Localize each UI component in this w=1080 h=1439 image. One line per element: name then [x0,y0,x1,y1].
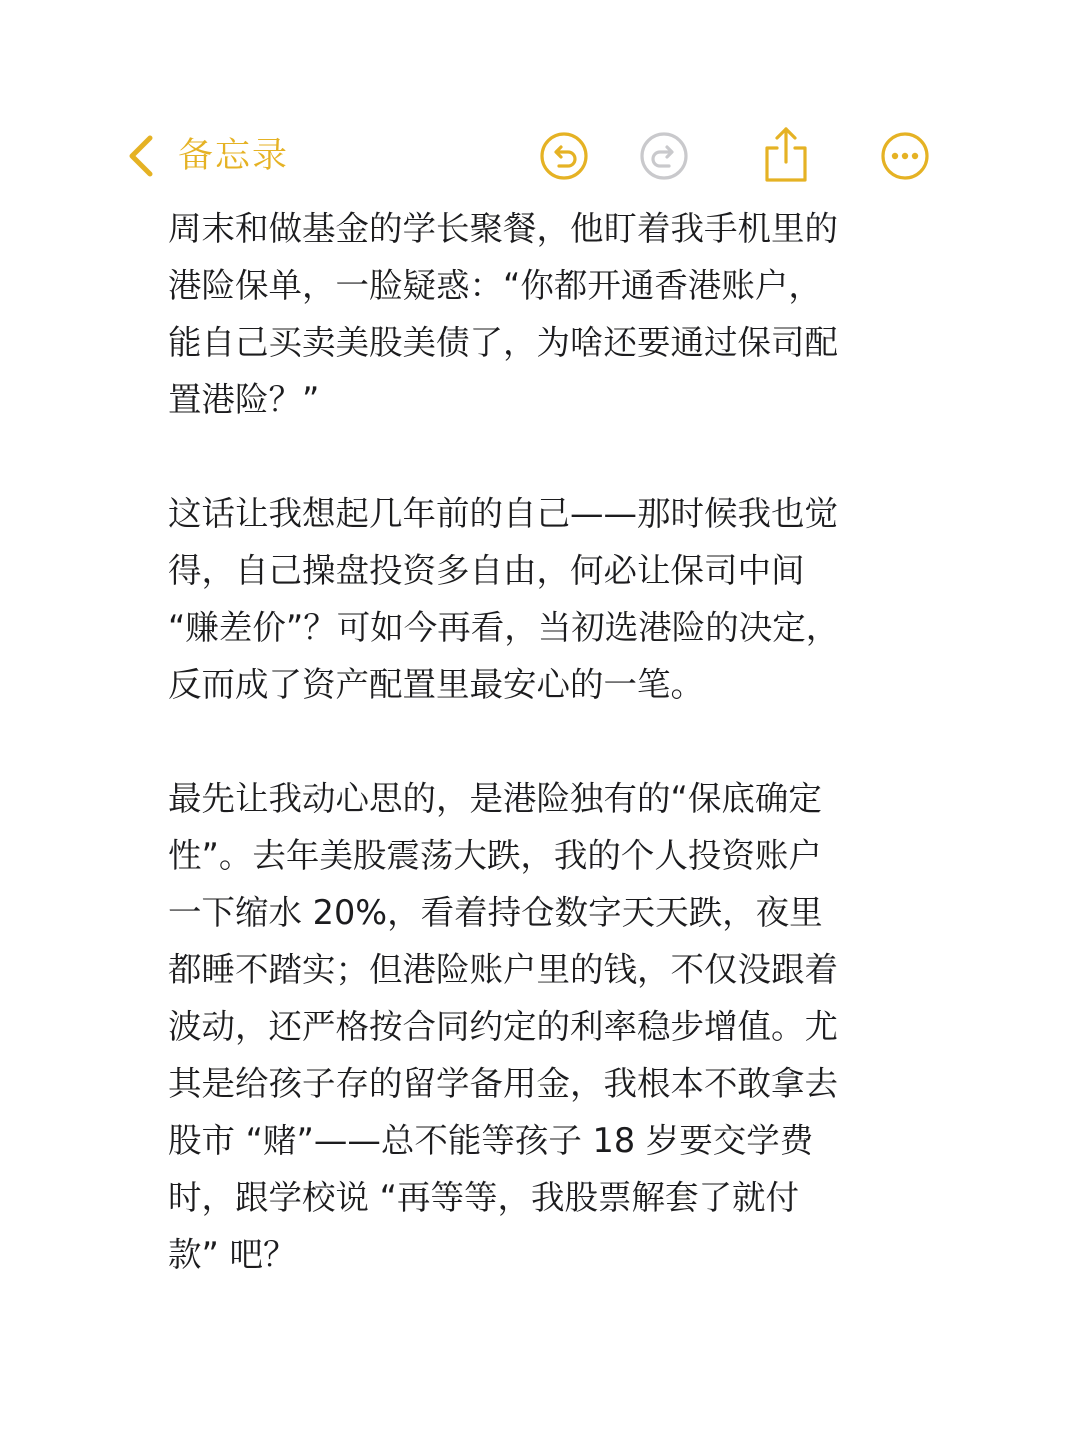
note-paragraph [168,770,908,1283]
back-label: 备忘录 [178,136,290,176]
note-line: “赚差价”？可如今再看，当初选港险的决定， [168,608,840,647]
undo-button[interactable] [538,130,590,182]
note-line: 都睡不踏实；但港险账户里的钱，不仅没跟着 [168,950,838,989]
note-line: 这话让我想起几年前的自己——那时候我也觉 [168,494,838,533]
share-button[interactable] [760,124,812,176]
note-paragraph [168,200,908,428]
share-icon [760,124,812,184]
note-paragraph [168,485,908,713]
redo-button[interactable] [638,130,690,182]
note-line: 时，跟学校说 “再等等，我股票解套了就付 [168,1178,800,1217]
paragraph-spacer [168,713,908,770]
note-line: 最先让我动心思的，是港险独有的“保底确定 [168,779,822,818]
note-line: 股市 “赌”——总不能等孩子 18 岁要交学费 [168,1121,814,1160]
note-line: 得，自己操盘投资多自由，何必让保司中间 [168,551,805,590]
chevron-left-icon [126,134,156,178]
note-line: 其是给孩子存的留学备用金，我根本不敢拿去 [168,1064,838,1103]
note-body[interactable] [168,200,908,1283]
undo-icon [538,130,590,182]
back-button[interactable] [126,130,289,182]
note-toolbar [0,118,1080,194]
note-line: 一下缩水 20%，看着持仓数字天天跌，夜里 [168,893,823,932]
redo-icon [638,130,690,182]
more-button[interactable] [879,130,931,182]
note-line: 款” 吧？ [168,1235,297,1274]
more-icon [879,130,931,182]
note-line: 能自己买卖美股美债了，为啥还要通过保司配 [168,323,838,362]
note-line: 性”。去年美股震荡大跌，我的个人投资账户 [168,836,822,875]
note-line: 周末和做基金的学长聚餐，他盯着我手机里的 [168,209,838,248]
paragraph-spacer [168,428,908,485]
note-line: 波动，还严格按合同约定的利率稳步增值。尤 [168,1007,838,1046]
note-line: 置港险？” [168,380,320,419]
note-line: 反而成了资产配置里最安心的一笔。 [168,665,704,704]
note-line: 港险保单，一脸疑惑：“你都开通香港账户， [168,266,822,305]
